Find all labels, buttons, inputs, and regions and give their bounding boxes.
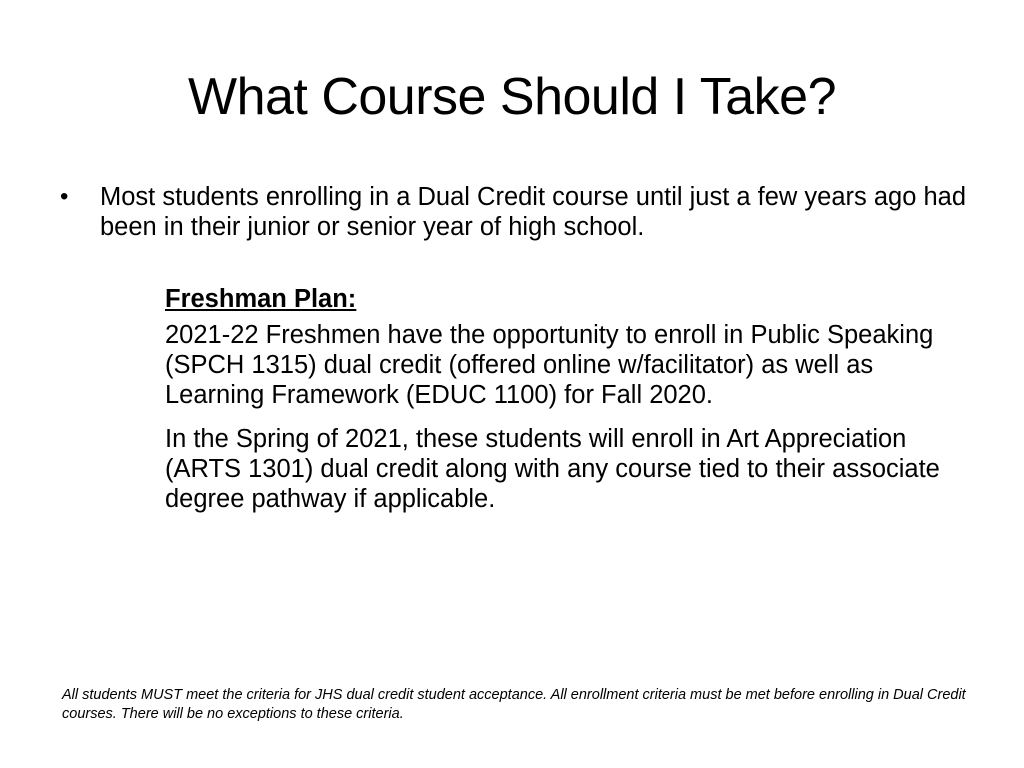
- bullet-icon: •: [60, 183, 69, 210]
- freshman-plan-fall-paragraph: 2021-22 Freshmen have the opportunity to enroll in Public Speaking (SPCH 1315) dual credit (offered online w/facilitator) as well as Learning Framework (EDUC 1100) for Fall 2020.: [165, 321, 934, 409]
- bullet-text: Most students enrolling in a Dual Credit course until just a few years ago had been in their junior or senior year of high school.: [100, 183, 967, 241]
- bullet-item: [60, 182, 980, 242]
- freshman-plan-heading: Freshman Plan:: [165, 285, 357, 313]
- freshman-plan-section: [165, 284, 965, 528]
- slide-title: What Course Should I Take?: [188, 68, 836, 126]
- freshman-plan-spring-paragraph: In the Spring of 2021, these students will enroll in Art Appreciation (ARTS 1301) dual credit along with any course tied to their associate degree pathway if applicable.: [165, 425, 940, 513]
- criteria-footnote: All students MUST meet the criteria for JHS dual credit student acceptance. All enrollment criteria must be met before enrolling in Dual Credit courses. There will be no exceptions to these criteria.: [62, 687, 966, 722]
